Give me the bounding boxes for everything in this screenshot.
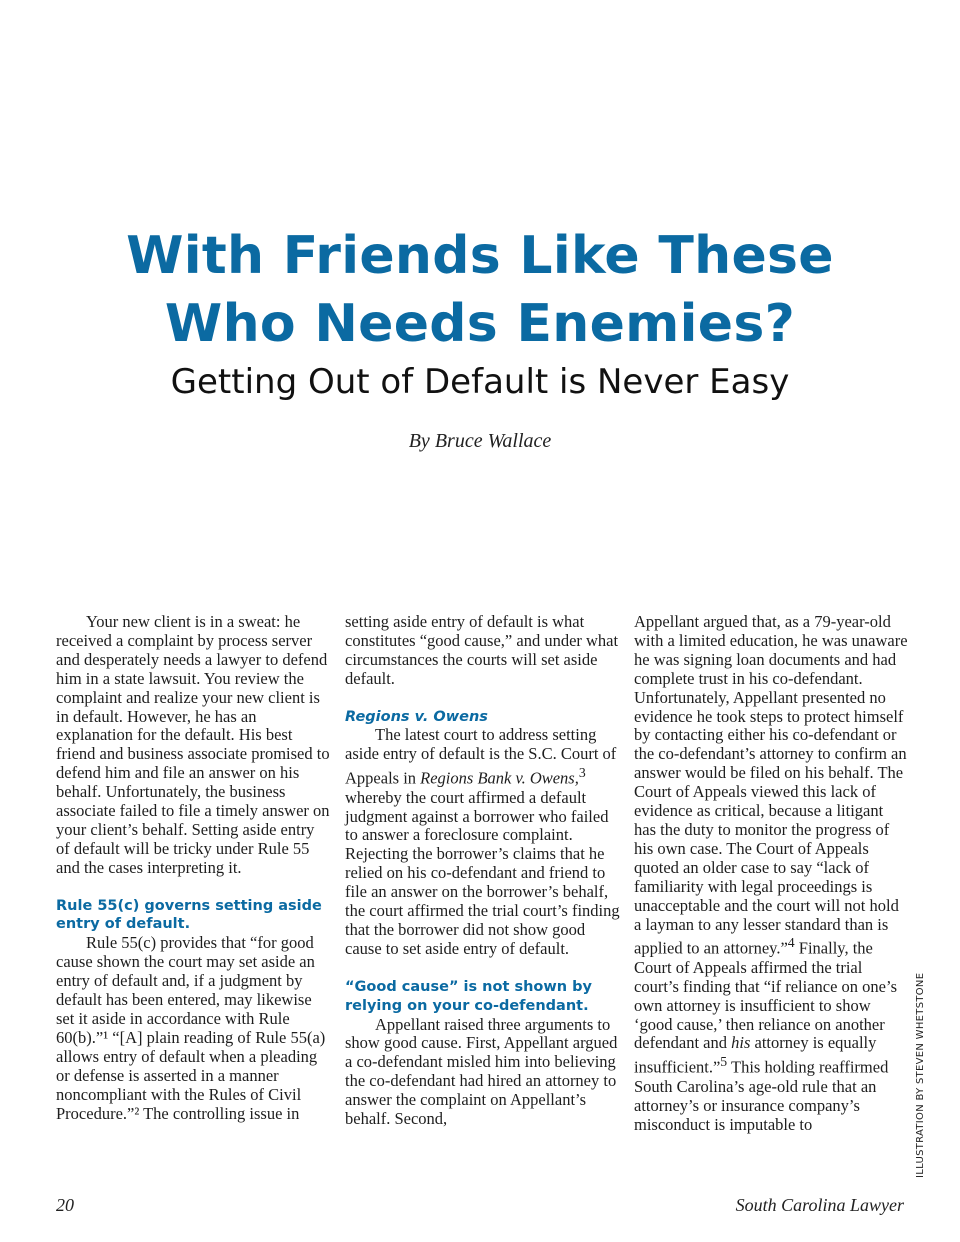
case-name-heading: Regions v. Owens <box>345 708 488 725</box>
illustration-credit: ILLUSTRATION BY STEVEN WHETSTONE <box>915 972 926 1178</box>
section-heading: “Good cause” is not shown by relying on your co-defendant. <box>345 978 592 1014</box>
title-line-2: Who Needs Enemies? <box>164 294 796 354</box>
column-1 <box>56 613 331 1123</box>
article-title <box>0 222 960 358</box>
column-2 <box>345 613 620 1129</box>
text-run: whereby the court affirmed a default judgment against a borrower who failed to answer a foreclosure complaint. Rejecting the borrower’s claims that he relied on his co-defendant and friend to file an answer on the borrower’s behalf, the court affirmed the trial court’s finding that the borrower did not show good cause to set aside entry of default. <box>345 787 620 958</box>
title-line-1: With Friends Like These <box>126 226 834 286</box>
emphasis: his <box>731 1033 751 1053</box>
byline: By Bruce Wallace <box>408 430 552 452</box>
footnote-ref: 3 <box>578 765 586 781</box>
text-run: The latest court to address setting aside entry of default is the S.C. Court of Appeals in <box>345 725 617 788</box>
case-citation: Regions Bank v. Owens, <box>420 768 579 788</box>
text-run: Appellant argued that, as a 79-year-old with a limited education, he was unaware he was signing loan documents and had complete trust in his co-defendant. Unfortunately, Appellant presented no evidence he took steps to protect himself by contacting either his co-defendant or the co-defendant’s attorney to confirm an answer would be filed on his behalf. The Court of Appeals viewed this lack of evidence as critical, because a litigant has the duty to monitor the progress of his own case. The Court of Appeals quoted an older case to say “lack of familiarity with legal proceedings is unacceptable and the court will not hold a layman to any lesser standard than is applied to an attorney.” <box>634 612 908 958</box>
column-3 <box>634 613 909 1134</box>
text-run: attorney is equally insufficient.” <box>634 1033 877 1077</box>
paragraph: Your new client is in a sweat: he received a complaint by process server and desperately needs a lawyer to defend him in a state lawsuit. You review the complaint and realize your new client is in default. However, he has an explanation for the default. His best friend and business associate promised to defend him and file an answer on his behalf. Unfortunately, the business associate failed to file a timely answer on your client’s behalf. Setting aside entry of default will be tricky under Rule 55 and the cases interpreting it. <box>56 612 330 877</box>
paragraph: Rule 55(c) provides that “for good cause shown the court may set aside an entry of default and, if a judgment by default has been entered, may likewise set it aside in accordance with Rule 60(b).”¹ “[A] plain reading of Rule 55(a) allows entry of default when a pleading or defense is asserted in a manner noncompliant with the Rules of Civil Procedure.”² The controlling issue in <box>56 933 326 1123</box>
text-run: This holding reaffirmed South Carolina’s age-old rule that an attorney’s or insurance company’s misconduct is imputable to <box>634 1057 889 1134</box>
text-run: Finally, the Court of Appeals affirmed the trial court’s finding that “if reliance on one’s own attorney is insufficient to show ‘good cause,’ then reliance on another defendant and <box>634 938 898 1053</box>
section-heading <box>345 708 620 727</box>
article-subtitle: Getting Out of Default is Never Easy <box>170 362 790 402</box>
section-heading: Rule 55(c) governs setting aside entry of default. <box>56 897 322 933</box>
paragraph: setting aside entry of default is what constitutes “good cause,” and under what circumstances the courts will set aside default. <box>345 612 619 688</box>
paragraph <box>634 613 909 1134</box>
paragraph <box>345 726 620 958</box>
paragraph: Appellant raised three arguments to show good cause. First, Appellant argued a co-defendant misled him into believing the co-defendant had hired an attorney to answer the complaint on Appellant’s behalf. Second, <box>345 1014 618 1129</box>
footnote-ref: 4 <box>787 935 795 951</box>
footnote-ref: 5 <box>720 1054 728 1070</box>
page-number: 20 <box>56 1195 74 1215</box>
publication-name: South Carolina Lawyer <box>735 1195 904 1215</box>
